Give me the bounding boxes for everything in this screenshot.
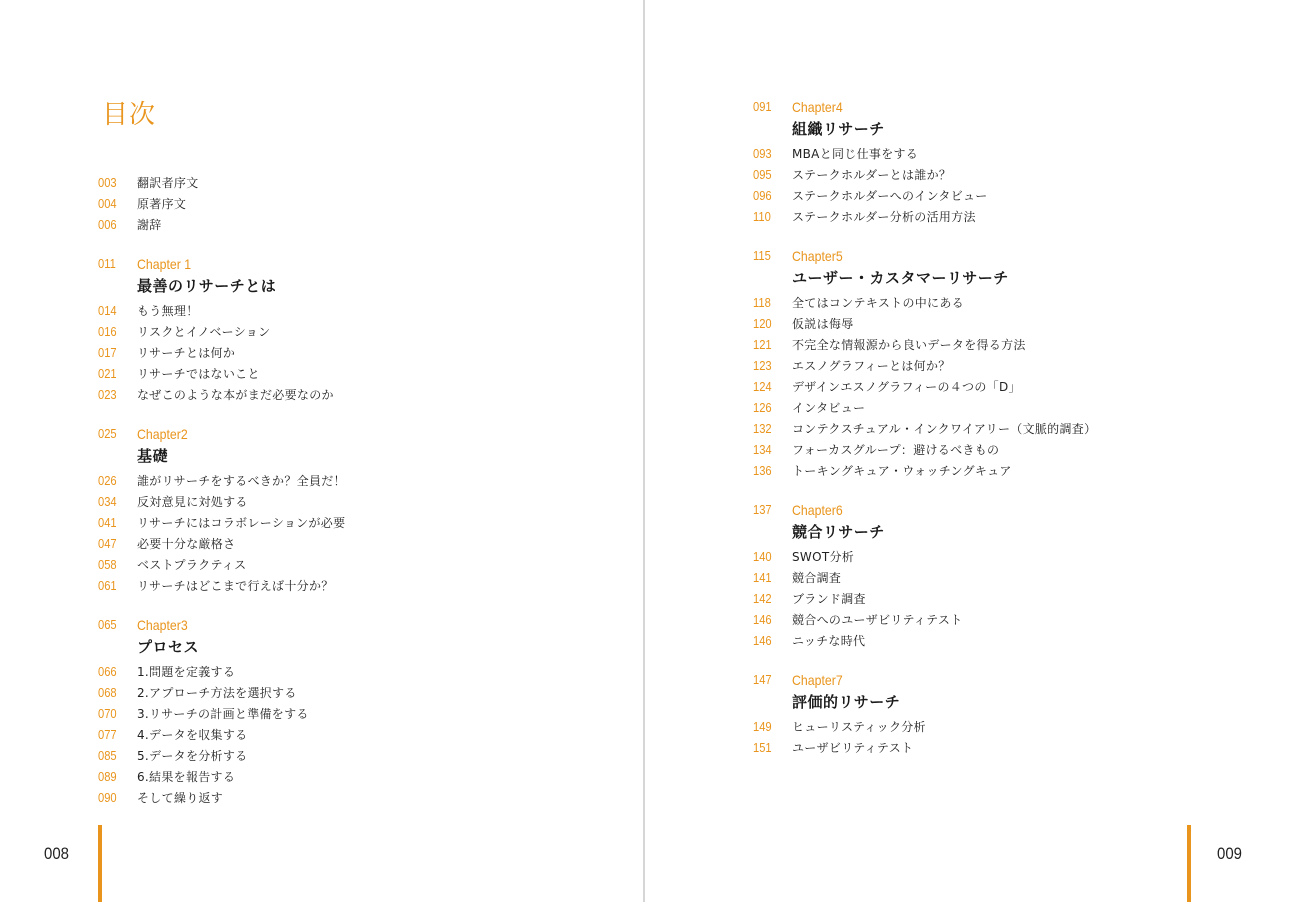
toc-entry [753,609,1096,630]
entry-title: 3.リサーチの計画と準備をする [137,707,309,721]
toc-entry [753,397,1096,418]
toc-entry [98,470,346,491]
chapter-heading [753,499,1096,520]
chapter-label: Chapter2 [137,425,188,442]
chapter-label: Chapter4 [792,98,843,115]
entry-page-number: 121 [753,337,772,352]
toc-entry [753,588,1096,609]
toc-entry [98,787,346,808]
entry-title: リサーチにはコラボレーションが必要 [137,516,346,530]
toc-entry [98,533,346,554]
chapter-label: Chapter3 [137,616,188,633]
entry-page-number: 140 [753,549,772,564]
entry-title: リスクとイノベーション [137,325,271,339]
entry-page-number: 142 [753,591,772,606]
entry-page-number: 061 [98,578,117,593]
chapter-page-number: 025 [98,426,117,441]
entry-title: もう無理！ [137,304,199,318]
right-page [645,0,1290,902]
toc-entry [98,172,346,193]
page-number-left: 008 [44,844,69,863]
toc-entry [98,745,346,766]
toc-list-right [753,96,1096,758]
entry-page-number: 085 [98,748,117,763]
chapter-title: ユーザー・カスタマーリサーチ [792,269,1009,287]
chapter-heading [753,96,1096,117]
toc-entry [753,716,1096,737]
entry-title: ステークホルダー分析の活用方法 [792,210,976,224]
entry-title: 翻訳者序文 [137,176,199,190]
entry-page-number: 126 [753,400,772,415]
entry-title: 全てはコンテキストの中にある [792,296,964,310]
page-number-right: 009 [1217,844,1242,863]
entry-page-number: 096 [753,188,772,203]
entry-title: 誰がリサーチをするべきか？全員だ！ [137,474,346,488]
chapter-page-number: 115 [753,248,771,263]
chapter-title: 基礎 [137,447,169,465]
entry-page-number: 023 [98,387,117,402]
chapter-label: Chapter7 [792,671,843,688]
entry-title: ユーザビリティテスト [792,741,914,755]
entry-title: MBAと同じ仕事をする [792,147,919,161]
toc-entry [98,321,346,342]
toc-entry [98,300,346,321]
entry-title: なぜこのような本がまだ必要なのか [137,388,334,402]
toc-entry [753,546,1096,567]
entry-page-number: 003 [98,175,117,190]
chapter-page-number: 137 [753,502,772,517]
chapter-heading [753,669,1096,690]
entry-title: 仮説は侮辱 [792,317,854,331]
entry-page-number: 123 [753,358,772,373]
entry-title: 4.データを収集する [137,728,248,742]
entry-page-number: 146 [753,612,772,627]
entry-title: リサーチとは何か [137,346,236,360]
entry-title: ヒューリスティック分析 [792,720,926,734]
entry-page-number: 093 [753,146,772,161]
entry-title: 2.アプローチ方法を選択する [137,686,297,700]
toc-entry [98,724,346,745]
chapter-label: Chapter6 [792,501,843,518]
entry-page-number: 149 [753,719,772,734]
entry-page-number: 124 [753,379,772,394]
entry-title: デザインエスノグラフィーの４つの「D」 [792,380,1021,394]
toc-entry [753,185,1096,206]
chapter-heading [98,253,346,274]
entry-title: 競合調査 [792,571,842,585]
toc-entry [98,661,346,682]
toc-entry [753,439,1096,460]
entry-title: ブランド調査 [792,592,866,606]
entry-title: ベストプラクティス [137,558,247,572]
chapter-heading [98,423,346,444]
section-spacer [753,227,1096,245]
entry-page-number: 047 [98,536,117,551]
toc-entry [753,355,1096,376]
entry-page-number: 136 [753,463,772,478]
toc-entry [98,703,346,724]
toc-entry [98,193,346,214]
toc-entry [98,491,346,512]
chapter-title: 競合リサーチ [792,523,885,541]
chapter-page-number: 065 [98,617,117,632]
entry-title: ニッチな時代 [792,634,866,648]
section-spacer [753,481,1096,499]
entry-page-number: 089 [98,769,117,784]
toc-entry [98,766,346,787]
entry-title: SWOT分析 [792,550,855,564]
toc-entry [753,630,1096,651]
entry-title: リサーチはどこまで行えば十分か？ [137,579,334,593]
entry-page-number: 077 [98,727,117,742]
entry-page-number: 151 [753,740,772,755]
entry-page-number: 090 [98,790,117,805]
toc-entry [753,164,1096,185]
toc-entry [98,575,346,596]
toc-entry [98,682,346,703]
entry-page-number: 070 [98,706,117,721]
entry-page-number: 026 [98,473,117,488]
entry-page-number: 066 [98,664,117,679]
entry-page-number: 041 [98,515,117,530]
toc-entry [98,214,346,235]
entry-title: そして繰り返す [137,791,224,805]
entry-page-number: 004 [98,196,117,211]
chapter-title: 組織リサーチ [792,120,885,138]
toc-entry [98,512,346,533]
toc-entry [98,554,346,575]
chapter-heading [98,614,346,635]
chapter-label: Chapter 1 [137,255,192,272]
toc-list-left [98,172,346,808]
entry-page-number: 132 [753,421,772,436]
entry-title: 競合へのユーザビリティテスト [792,613,963,627]
toc-entry [753,418,1096,439]
section-spacer [98,235,346,253]
entry-page-number: 014 [98,303,117,318]
toc-title: 目次 [102,100,157,130]
entry-title: 1.問題を定義する [137,665,236,679]
chapter-title: プロセス [137,638,200,656]
toc-entry [98,342,346,363]
entry-title: ステークホルダーとは誰か？ [792,168,952,182]
toc-entry [753,206,1096,227]
entry-title: リサーチではないこと [137,367,260,381]
toc-entry [753,334,1096,355]
toc-entry [753,376,1096,397]
chapter-heading [753,245,1096,266]
entry-title: エスノグラフィーとは何か？ [792,359,951,373]
section-spacer [753,651,1096,669]
toc-entry [753,292,1096,313]
entry-title: トーキングキュア・ウォッチングキュア [792,464,1012,478]
chapter-page-number: 147 [753,672,772,687]
toc-entry [98,363,346,384]
chapter-label: Chapter5 [792,247,843,264]
toc-entry [753,460,1096,481]
entry-title: 5.データを分析する [137,749,248,763]
entry-page-number: 016 [98,324,117,339]
left-page [0,0,643,902]
entry-page-number: 017 [98,345,117,360]
section-spacer [98,405,346,423]
chapter-title: 最善のリサーチとは [137,277,277,295]
entry-page-number: 146 [753,633,772,648]
chapter-page-number: 091 [753,99,772,114]
entry-title: 反対意見に対処する [137,495,248,509]
entry-page-number: 021 [98,366,117,381]
entry-page-number: 110 [753,209,771,224]
entry-title: 謝辞 [137,218,162,232]
toc-entry [753,567,1096,588]
entry-page-number: 118 [753,295,771,310]
entry-page-number: 068 [98,685,117,700]
entry-title: ステークホルダーへのインタビュー [792,189,988,203]
entry-page-number: 034 [98,494,117,509]
entry-page-number: 134 [753,442,772,457]
folio-accent-bar-left [98,825,102,902]
entry-title: コンテクスチュアル・インクワイアリー（文脈的調査） [792,422,1097,436]
toc-entry [753,313,1096,334]
entry-page-number: 058 [98,557,117,572]
entry-title: 原著序文 [137,197,187,211]
entry-title: インタビュー [792,401,866,415]
entry-page-number: 095 [753,167,772,182]
entry-title: 不完全な情報源から良いデータを得る方法 [792,338,1026,352]
toc-entry [98,384,346,405]
entry-page-number: 120 [753,316,772,331]
entry-title: フォーカスグループ：避けるべきもの [792,443,1000,457]
toc-entry [753,737,1096,758]
entry-title: 6.結果を報告する [137,770,236,784]
folio-accent-bar-right [1187,825,1191,902]
entry-title: 必要十分な厳格さ [137,537,236,551]
section-spacer [98,596,346,614]
chapter-page-number: 011 [98,256,116,271]
chapter-title: 評価的リサーチ [792,693,901,711]
toc-entry [753,143,1096,164]
entry-page-number: 006 [98,217,117,232]
entry-page-number: 141 [753,570,772,585]
